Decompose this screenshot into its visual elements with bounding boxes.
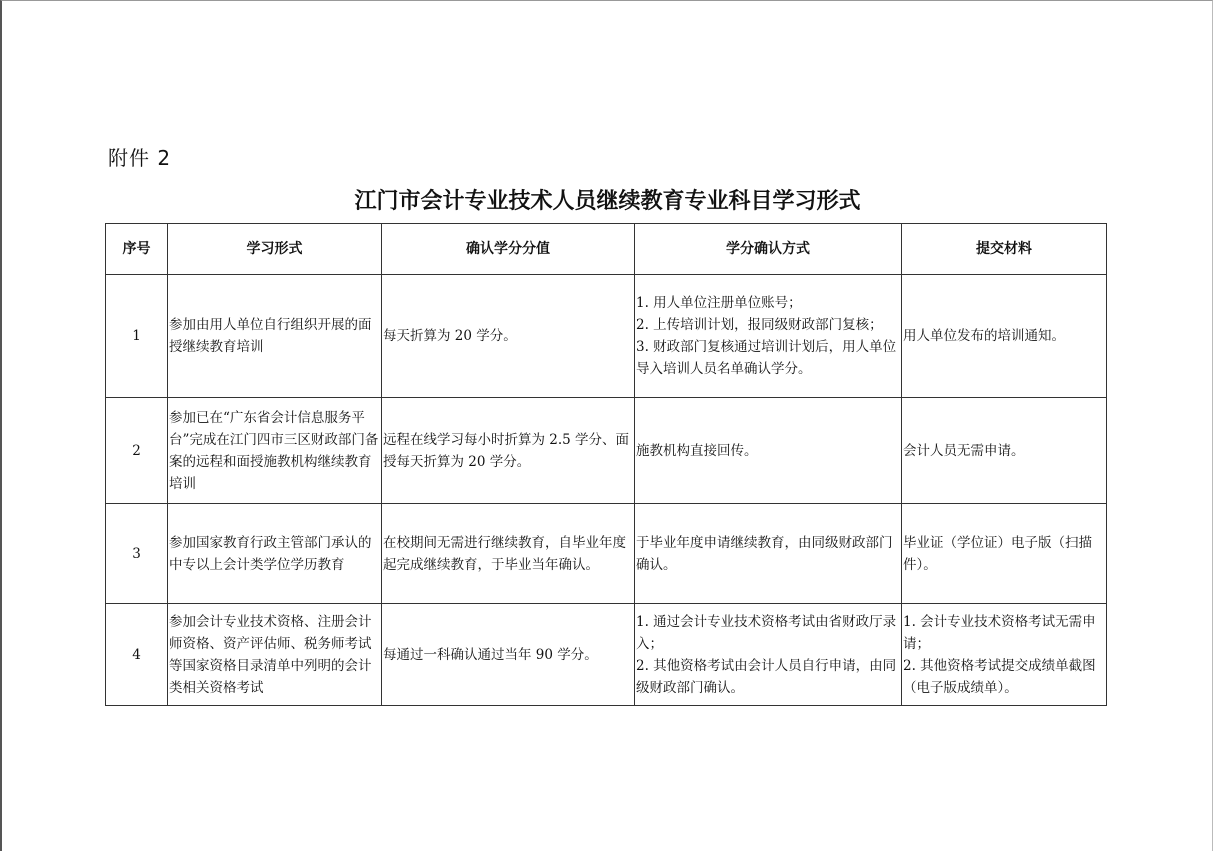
table-row <box>106 604 1107 706</box>
header-study-form: 学习形式 <box>168 224 382 275</box>
row-confirm-method <box>635 604 902 706</box>
row-confirm-method <box>635 398 902 504</box>
method-item: 2. 其他资格考试由会计人员自行申请，由同级财政部门确认。 <box>636 657 897 696</box>
attachment-label: 附件 2 <box>108 146 172 170</box>
row-credit-value: 每通过一科确认通过当年 90 学分。 <box>382 604 635 706</box>
row-materials <box>902 604 1107 706</box>
row-study-form: 参加已在“广东省会计信息服务平台”完成在江门四市三区财政部门备案的远程和面授施教机构继续教育培训 <box>168 398 382 504</box>
row-no: 3 <box>106 504 168 604</box>
method-item: 1. 用人单位注册单位账号； <box>636 295 802 311</box>
method-item: 1. 通过会计专业技术资格考试由省财政厅录入； <box>636 613 897 652</box>
row-study-form: 参加会计专业技术资格、注册会计师资格、资产评估师、税务师考试等国家资格目录清单中列明的会计类相关资格考试 <box>168 604 382 706</box>
row-credit-value: 在校期间无需进行继续教育，自毕业年度起完成继续教育，于毕业当年确认。 <box>382 504 635 604</box>
row-materials <box>902 398 1107 504</box>
table-row <box>106 275 1107 398</box>
table-row <box>106 504 1107 604</box>
document-title-text: 江门市会计专业技术人员继续教育专业科目学习形式 <box>354 188 861 214</box>
method-item: 于毕业年度申请继续教育，由同级财政部门确认。 <box>636 534 893 573</box>
materials-item: 1. 会计专业技术资格考试无需申请； <box>903 613 1096 652</box>
row-confirm-method <box>635 275 902 398</box>
materials-item: 会计人员无需申请。 <box>903 442 1025 459</box>
document-title <box>0 184 1215 215</box>
materials-item: 2. 其他资格考试提交成绩单截图（电子版成绩单）。 <box>903 657 1096 696</box>
header-materials: 提交材料 <box>902 224 1107 275</box>
header-confirm-method: 学分确认方式 <box>635 224 902 275</box>
row-study-form: 参加国家教育行政主管部门承认的中专以上会计类学位学历教育 <box>168 504 382 604</box>
materials-item: 用人单位发布的培训通知。 <box>903 328 1065 344</box>
header-credit-value: 确认学分分值 <box>382 224 635 275</box>
method-item: 3. 财政部门复核通过培训计划后，用人单位导入培训人员名单确认学分。 <box>636 339 897 377</box>
study-forms-table <box>105 223 1107 706</box>
materials-item: 毕业证（学位证）电子版（扫描件）。 <box>903 534 1092 573</box>
row-confirm-method <box>635 504 902 604</box>
row-study-form: 参加由用人单位自行组织开展的面授继续教育培训 <box>168 275 382 398</box>
row-no: 1 <box>106 275 168 398</box>
row-materials <box>902 504 1107 604</box>
table-row <box>106 398 1107 504</box>
row-credit-value: 每天折算为 20 学分。 <box>382 275 635 398</box>
table-header-row <box>106 224 1107 275</box>
method-item: 施教机构直接回传。 <box>636 442 758 459</box>
row-credit-value: 远程在线学习每小时折算为 2.5 学分、面授每天折算为 20 学分。 <box>382 398 635 504</box>
row-materials <box>902 275 1107 398</box>
row-no: 2 <box>106 398 168 504</box>
method-item: 2. 上传培训计划，报同级财政部门复核； <box>636 317 883 333</box>
row-no: 4 <box>106 604 168 706</box>
header-no: 序号 <box>106 224 168 275</box>
